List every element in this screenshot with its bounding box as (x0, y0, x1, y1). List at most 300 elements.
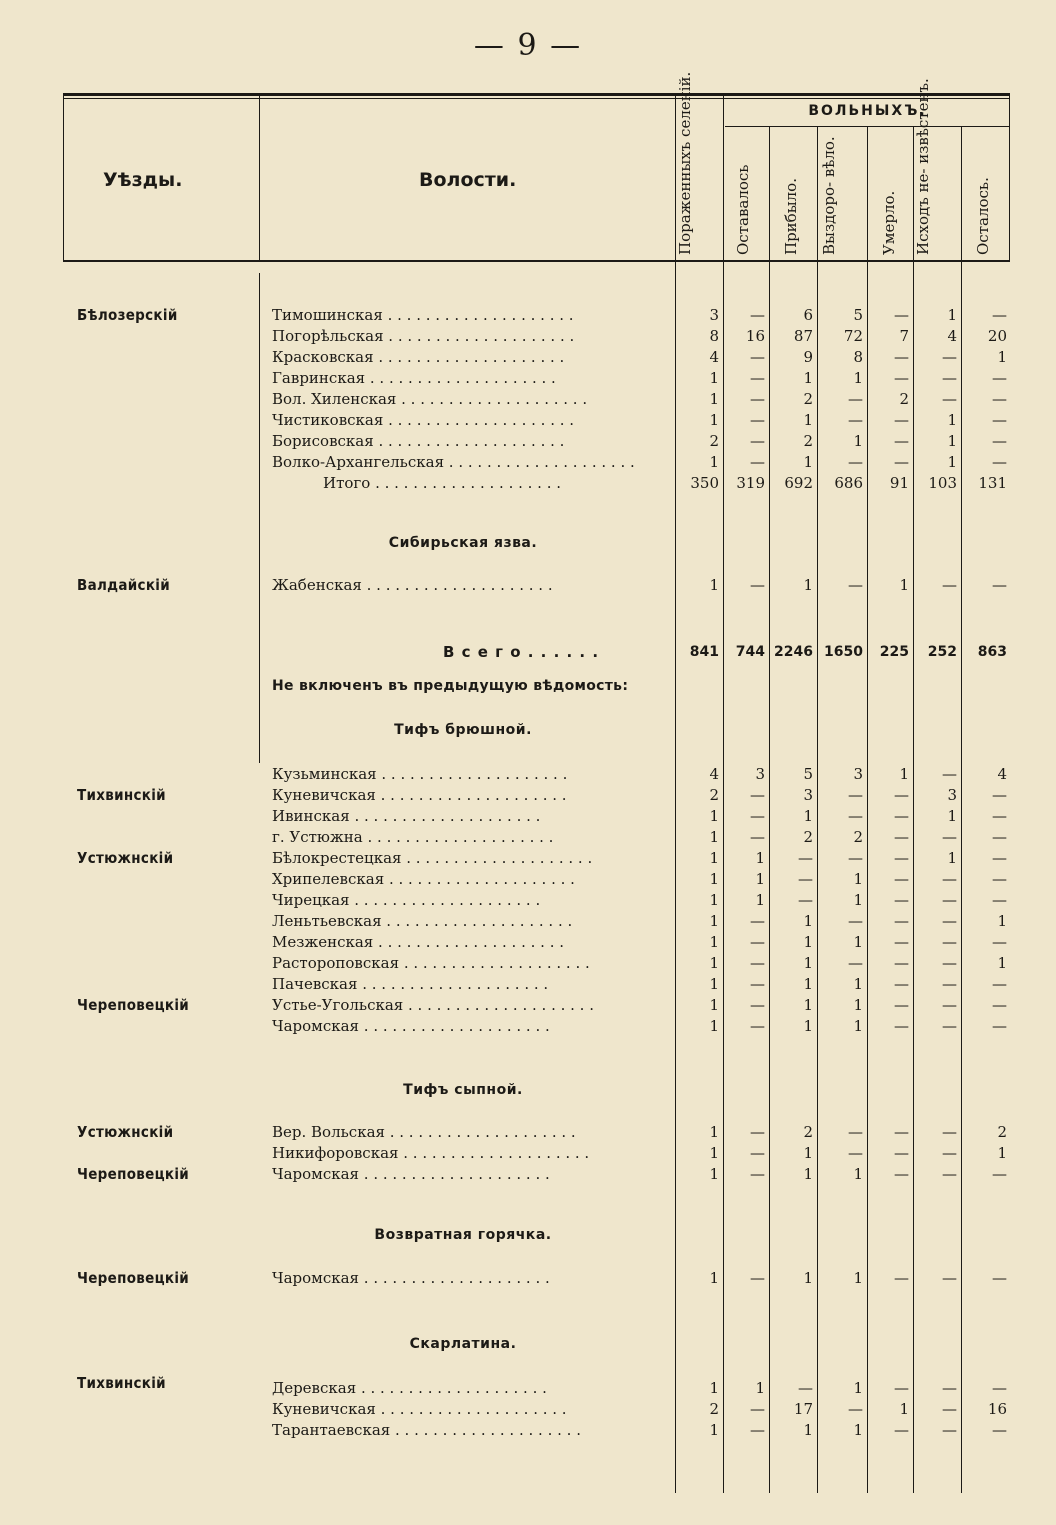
volost-name: Чаромская . . . . . . . . . . . . . . . . . . . . (272, 1165, 550, 1183)
value-cell: 1 (755, 849, 765, 867)
value-cell: 2 (803, 390, 813, 408)
value-cell: — (992, 996, 1007, 1014)
value-cell: 1 (803, 996, 813, 1014)
value-cell: 2 (803, 432, 813, 450)
value-cell: — (894, 870, 909, 888)
volost-name: Кузьминская . . . . . . . . . . . . . . . . . . . . (272, 765, 568, 783)
value-cell: — (894, 1144, 909, 1162)
value-cell: — (894, 1269, 909, 1287)
header-ostavalos: Оставалось (734, 164, 752, 255)
value-cell: 1 (853, 1017, 863, 1035)
value-cell: 16 (987, 1400, 1007, 1418)
value-cell: — (942, 765, 957, 783)
value-cell: — (894, 849, 909, 867)
value-cell: 1 (997, 912, 1007, 930)
value-cell: 686 (834, 474, 863, 492)
value-cell: 1 (803, 1144, 813, 1162)
value-cell: 1 (709, 576, 719, 594)
table-row (63, 431, 1010, 452)
value-cell: — (750, 1017, 765, 1035)
value-cell: — (992, 1165, 1007, 1183)
table-row (63, 827, 1010, 848)
value-cell: — (894, 348, 909, 366)
value-cell: — (894, 954, 909, 972)
value-cell: 1 (709, 1144, 719, 1162)
value-cell: 1 (997, 348, 1007, 366)
value-cell: — (798, 870, 813, 888)
value-cell: — (942, 369, 957, 387)
value-cell: — (798, 1379, 813, 1397)
value-cell: — (750, 996, 765, 1014)
value-cell: 841 (689, 644, 719, 660)
value-cell: 17 (793, 1400, 813, 1418)
section-title: Возвратная горячка. (374, 1227, 552, 1243)
value-cell: 3 (709, 306, 719, 324)
value-cell: — (894, 828, 909, 846)
table-row (63, 995, 1010, 1016)
value-cell: 1 (709, 369, 719, 387)
value-cell: — (848, 1123, 863, 1141)
value-cell: 4 (947, 327, 957, 345)
value-cell: — (992, 1017, 1007, 1035)
value-cell: 1 (947, 432, 957, 450)
value-cell: — (992, 306, 1007, 324)
value-cell: 2 (709, 1400, 719, 1418)
header-uezdy: Уѣзды. (103, 169, 183, 191)
value-cell: — (894, 996, 909, 1014)
value-cell: — (798, 891, 813, 909)
value-cell: — (942, 1379, 957, 1397)
value-cell: 744 (735, 644, 765, 660)
value-cell: 1 (709, 1123, 719, 1141)
value-cell: — (750, 390, 765, 408)
value-cell: — (992, 369, 1007, 387)
value-cell: — (942, 1165, 957, 1183)
uezd-name: Валдайскій (77, 576, 170, 594)
value-cell: — (992, 786, 1007, 804)
value-cell: — (992, 1269, 1007, 1287)
value-cell: 3 (947, 786, 957, 804)
value-cell: 1 (899, 765, 909, 783)
table-row (63, 932, 1010, 953)
value-cell: — (894, 1379, 909, 1397)
value-cell: — (798, 849, 813, 867)
value-cell: 1 (709, 1017, 719, 1035)
value-cell: — (848, 576, 863, 594)
value-cell: 692 (784, 474, 813, 492)
value-cell: 1 (997, 1144, 1007, 1162)
value-cell: 2 (709, 432, 719, 450)
volost-name: Деревская . . . . . . . . . . . . . . . . . . . . (272, 1379, 547, 1397)
value-cell: — (942, 870, 957, 888)
value-cell: 1 (755, 1379, 765, 1397)
col-rule (259, 93, 260, 262)
volost-name: Бѣлокрестецкая . . . . . . . . . . . . . . . . . . . . (272, 849, 593, 867)
value-cell: — (992, 1421, 1007, 1439)
volost-name: Пачевская . . . . . . . . . . . . . . . . . . . . (272, 975, 549, 993)
table-row (63, 452, 1010, 473)
value-cell: 1 (853, 1165, 863, 1183)
table-row (63, 575, 1010, 596)
value-cell: — (992, 411, 1007, 429)
volost-name: Расторопoвская . . . . . . . . . . . . . . . . . . . . (272, 954, 590, 972)
value-cell: — (848, 1144, 863, 1162)
value-cell: 1 (947, 306, 957, 324)
value-cell: 1 (899, 1400, 909, 1418)
table-row (63, 764, 1010, 785)
uezd-name: Череповецкій (77, 996, 190, 1014)
value-cell: 87 (793, 327, 813, 345)
volost-name: Устье-Угольская . . . . . . . . . . . . . . . . . . . . (272, 996, 594, 1014)
value-cell: 1 (947, 453, 957, 471)
table-row (63, 326, 1010, 347)
table-row (63, 347, 1010, 368)
volost-name: Никифоровская . . . . . . . . . . . . . . . . . . . . (272, 1144, 590, 1162)
value-cell: — (894, 306, 909, 324)
value-cell: 1 (853, 996, 863, 1014)
value-cell: — (992, 390, 1007, 408)
value-cell: — (894, 411, 909, 429)
section-title: Сибирьская язва. (388, 535, 538, 551)
value-cell: — (750, 1123, 765, 1141)
value-cell: — (750, 786, 765, 804)
section-title: Тифъ сыпной. (403, 1082, 523, 1098)
total-label: В с е г о . . . . . . (443, 643, 600, 661)
value-cell: 1 (853, 1269, 863, 1287)
uezd-name: Устюжнскій (77, 849, 174, 867)
value-cell: 1 (709, 996, 719, 1014)
value-cell: 3 (803, 786, 813, 804)
value-cell: 1 (997, 954, 1007, 972)
value-cell: — (942, 1017, 957, 1035)
volost-name: Волко-Архангельская . . . . . . . . . . . . . . . . . . . . (272, 453, 635, 471)
value-cell: — (894, 975, 909, 993)
value-cell: — (894, 453, 909, 471)
value-cell: 1 (709, 975, 719, 993)
value-cell: 1 (853, 870, 863, 888)
value-cell: — (750, 576, 765, 594)
value-cell: 225 (879, 644, 909, 660)
value-cell: — (750, 1144, 765, 1162)
value-cell: 1 (803, 1421, 813, 1439)
value-cell: — (750, 1269, 765, 1287)
value-cell: — (942, 1400, 957, 1418)
table-row (63, 389, 1010, 410)
uezd-name: Бѣлозерскій (77, 306, 178, 324)
value-cell: 319 (736, 474, 765, 492)
value-cell: — (894, 933, 909, 951)
table-row (63, 869, 1010, 890)
volost-name: Тимошинская . . . . . . . . . . . . . . . . . . . . (272, 306, 574, 324)
value-cell: 1 (853, 933, 863, 951)
section-title: Тифъ брюшной. (394, 722, 532, 738)
value-cell: — (750, 369, 765, 387)
value-cell: — (894, 912, 909, 930)
value-cell: 2 (899, 390, 909, 408)
value-cell: 4 (709, 765, 719, 783)
value-cell: 1 (755, 891, 765, 909)
value-cell: 72 (843, 327, 863, 345)
value-cell: 9 (803, 348, 813, 366)
value-cell: 1 (803, 369, 813, 387)
volost-name: Мезженская . . . . . . . . . . . . . . . . . . . . (272, 933, 564, 951)
volost-name: Тарантаевская . . . . . . . . . . . . . . . . . . . . (272, 1421, 581, 1439)
value-cell: — (894, 432, 909, 450)
value-cell: — (992, 933, 1007, 951)
header-umerlo: Умерло. (880, 190, 898, 255)
statistics-table (63, 71, 1010, 1493)
uezd-name: Тихвинскій (77, 786, 166, 804)
value-cell: 1 (709, 1379, 719, 1397)
table-row (63, 1399, 1010, 1420)
col-rule (63, 93, 64, 262)
value-cell: — (942, 576, 957, 594)
table-row (63, 305, 1010, 326)
value-cell: — (894, 786, 909, 804)
value-cell: — (942, 933, 957, 951)
value-cell: — (894, 891, 909, 909)
value-cell: 1 (709, 411, 719, 429)
value-cell: 1 (803, 576, 813, 594)
value-cell: 1 (899, 576, 909, 594)
value-cell: 1 (853, 891, 863, 909)
value-cell: — (894, 1017, 909, 1035)
value-cell: 863 (977, 644, 1007, 660)
volost-name: Куневичская . . . . . . . . . . . . . . . . . . . . (272, 1400, 567, 1418)
value-cell: — (848, 411, 863, 429)
table-row (63, 974, 1010, 995)
volost-name: Ивинская . . . . . . . . . . . . . . . . . . . . (272, 807, 541, 825)
value-cell: — (992, 1379, 1007, 1397)
value-cell: 1 (709, 828, 719, 846)
value-cell: — (750, 1421, 765, 1439)
value-cell: — (750, 807, 765, 825)
value-cell: 131 (978, 474, 1007, 492)
table-row (63, 410, 1010, 431)
value-cell: 1 (853, 369, 863, 387)
value-cell: — (894, 1123, 909, 1141)
value-cell: 1 (947, 807, 957, 825)
value-cell: 5 (803, 765, 813, 783)
value-cell: 1 (803, 933, 813, 951)
volost-name: Итого . . . . . . . . . . . . . . . . . . . . (323, 474, 562, 492)
volost-name: Чистиковская . . . . . . . . . . . . . . . . . . . . (272, 411, 575, 429)
table-row (63, 368, 1010, 389)
value-cell: 1 (709, 453, 719, 471)
table-row (63, 1122, 1010, 1143)
value-cell: — (750, 306, 765, 324)
value-cell: 1 (709, 1269, 719, 1287)
value-cell: — (848, 453, 863, 471)
value-cell: — (942, 954, 957, 972)
value-cell: 1650 (824, 644, 863, 660)
value-cell: — (992, 891, 1007, 909)
value-cell: — (848, 912, 863, 930)
value-cell: — (750, 828, 765, 846)
value-cell: 103 (928, 474, 957, 492)
value-cell: — (894, 1165, 909, 1183)
table-row (63, 890, 1010, 911)
volost-name: Чирецкая . . . . . . . . . . . . . . . . . . . . (272, 891, 541, 909)
value-cell: — (750, 933, 765, 951)
table-row (63, 1420, 1010, 1441)
value-cell: 1 (709, 870, 719, 888)
table-row (63, 848, 1010, 869)
value-cell: 8 (709, 327, 719, 345)
table-row (63, 911, 1010, 932)
value-cell: 6 (803, 306, 813, 324)
value-cell: — (942, 1421, 957, 1439)
table-row (63, 1164, 1010, 1185)
table-row (63, 953, 1010, 974)
volost-name: Вер. Вольская . . . . . . . . . . . . . . . . . . . . (272, 1123, 576, 1141)
value-cell: — (942, 390, 957, 408)
value-cell: — (750, 411, 765, 429)
table-top-rule (63, 93, 1010, 96)
volost-name: Куневичская . . . . . . . . . . . . . . . . . . . . (272, 786, 567, 804)
value-cell: 91 (889, 474, 909, 492)
table-row (63, 806, 1010, 827)
header-volnyh: ВОЛЬНЫХЪ. (808, 103, 927, 119)
table-row (63, 1268, 1010, 1289)
table-row (63, 1143, 1010, 1164)
value-cell: 1 (803, 912, 813, 930)
value-cell: — (942, 1123, 957, 1141)
value-cell: 1 (709, 1165, 719, 1183)
value-cell: 1 (853, 975, 863, 993)
value-cell: — (992, 975, 1007, 993)
value-cell: 8 (853, 348, 863, 366)
volost-name: Леньтьевская . . . . . . . . . . . . . . . . . . . . (272, 912, 573, 930)
value-cell: — (750, 453, 765, 471)
value-cell: 1 (803, 807, 813, 825)
value-cell: 1 (709, 390, 719, 408)
value-cell: 1 (803, 954, 813, 972)
value-cell: 1 (803, 1017, 813, 1035)
value-cell: — (992, 849, 1007, 867)
value-cell: 1 (709, 933, 719, 951)
value-cell: 1 (709, 954, 719, 972)
value-cell: 1 (709, 891, 719, 909)
table-row (63, 1378, 1010, 1399)
value-cell: — (848, 786, 863, 804)
value-cell: 4 (997, 765, 1007, 783)
value-cell: 252 (927, 644, 957, 660)
value-cell: 3 (853, 765, 863, 783)
volost-name: Чаромская . . . . . . . . . . . . . . . . . . . . (272, 1017, 550, 1035)
table-row (63, 1016, 1010, 1037)
value-cell: 1 (803, 975, 813, 993)
value-cell: 16 (745, 327, 765, 345)
uezd-name: Череповецкій (77, 1165, 190, 1183)
value-cell: 20 (987, 327, 1007, 345)
value-cell: — (848, 849, 863, 867)
value-cell: — (750, 954, 765, 972)
value-cell: — (848, 807, 863, 825)
value-cell: 5 (853, 306, 863, 324)
value-cell: — (942, 828, 957, 846)
volost-name: Красковская . . . . . . . . . . . . . . . . . . . . (272, 348, 565, 366)
value-cell: 1 (853, 432, 863, 450)
volost-name: Чаромская . . . . . . . . . . . . . . . . . . . . (272, 1269, 550, 1287)
value-cell: — (750, 1165, 765, 1183)
table-top-rule-thin (63, 98, 1010, 99)
header-volosti: Волости. (419, 169, 517, 191)
value-cell: — (992, 807, 1007, 825)
table-row (63, 473, 1010, 494)
value-cell: 3 (755, 765, 765, 783)
value-cell: — (848, 954, 863, 972)
volost-name: Жабенская . . . . . . . . . . . . . . . . . . . . (272, 576, 553, 594)
value-cell: 1 (853, 1379, 863, 1397)
value-cell: — (750, 975, 765, 993)
header-ostalos: Осталось. (974, 177, 992, 255)
value-cell: — (848, 390, 863, 408)
value-cell: — (942, 975, 957, 993)
value-cell: — (942, 1144, 957, 1162)
value-cell: 1 (709, 912, 719, 930)
value-cell: — (894, 807, 909, 825)
value-cell: — (750, 432, 765, 450)
section-title: Скарлатина. (409, 1336, 517, 1352)
header-pribylo: Прибыло. (782, 178, 800, 255)
uezd-name: Устюжнскій (77, 1123, 174, 1141)
header-ishod: Исходъ не- извѣстенъ. (914, 78, 932, 255)
value-cell: 1 (803, 1269, 813, 1287)
value-cell: — (942, 348, 957, 366)
value-cell: 1 (709, 807, 719, 825)
value-cell: 1 (853, 1421, 863, 1439)
value-cell: 1 (803, 411, 813, 429)
value-cell: 2246 (774, 644, 813, 660)
value-cell: — (942, 996, 957, 1014)
value-cell: — (942, 891, 957, 909)
value-cell: — (992, 576, 1007, 594)
value-cell: 7 (899, 327, 909, 345)
value-cell: — (992, 870, 1007, 888)
value-cell: — (942, 1269, 957, 1287)
value-cell: — (992, 453, 1007, 471)
value-cell: 2 (709, 786, 719, 804)
value-cell: 1 (803, 1165, 813, 1183)
value-cell: 1 (709, 849, 719, 867)
value-cell: 1 (803, 453, 813, 471)
value-cell: — (894, 1421, 909, 1439)
value-cell: — (750, 1400, 765, 1418)
value-cell: 1 (755, 870, 765, 888)
value-cell: — (894, 369, 909, 387)
value-cell: — (992, 828, 1007, 846)
header-vyzdorovelo: Выздоро- вѣло. (820, 136, 838, 255)
page-number: — 9 — (473, 28, 583, 63)
value-cell: 2 (803, 1123, 813, 1141)
volost-name: Борисовская . . . . . . . . . . . . . . . . . . . . (272, 432, 565, 450)
value-cell: 2 (803, 828, 813, 846)
value-cell: 1 (947, 849, 957, 867)
value-cell: — (992, 432, 1007, 450)
header-porazhennyh: Пораженныхъ селеній. (676, 71, 694, 255)
table-row (63, 785, 1010, 806)
value-cell: 2 (997, 1123, 1007, 1141)
value-cell: 1 (947, 411, 957, 429)
value-cell: 1 (709, 1421, 719, 1439)
value-cell: 4 (709, 348, 719, 366)
value-cell: 2 (853, 828, 863, 846)
uezd-name: Тихвинскій (77, 1374, 166, 1392)
value-cell: 350 (690, 474, 719, 492)
value-cell: — (750, 912, 765, 930)
uezd-name: Череповецкій (77, 1269, 190, 1287)
